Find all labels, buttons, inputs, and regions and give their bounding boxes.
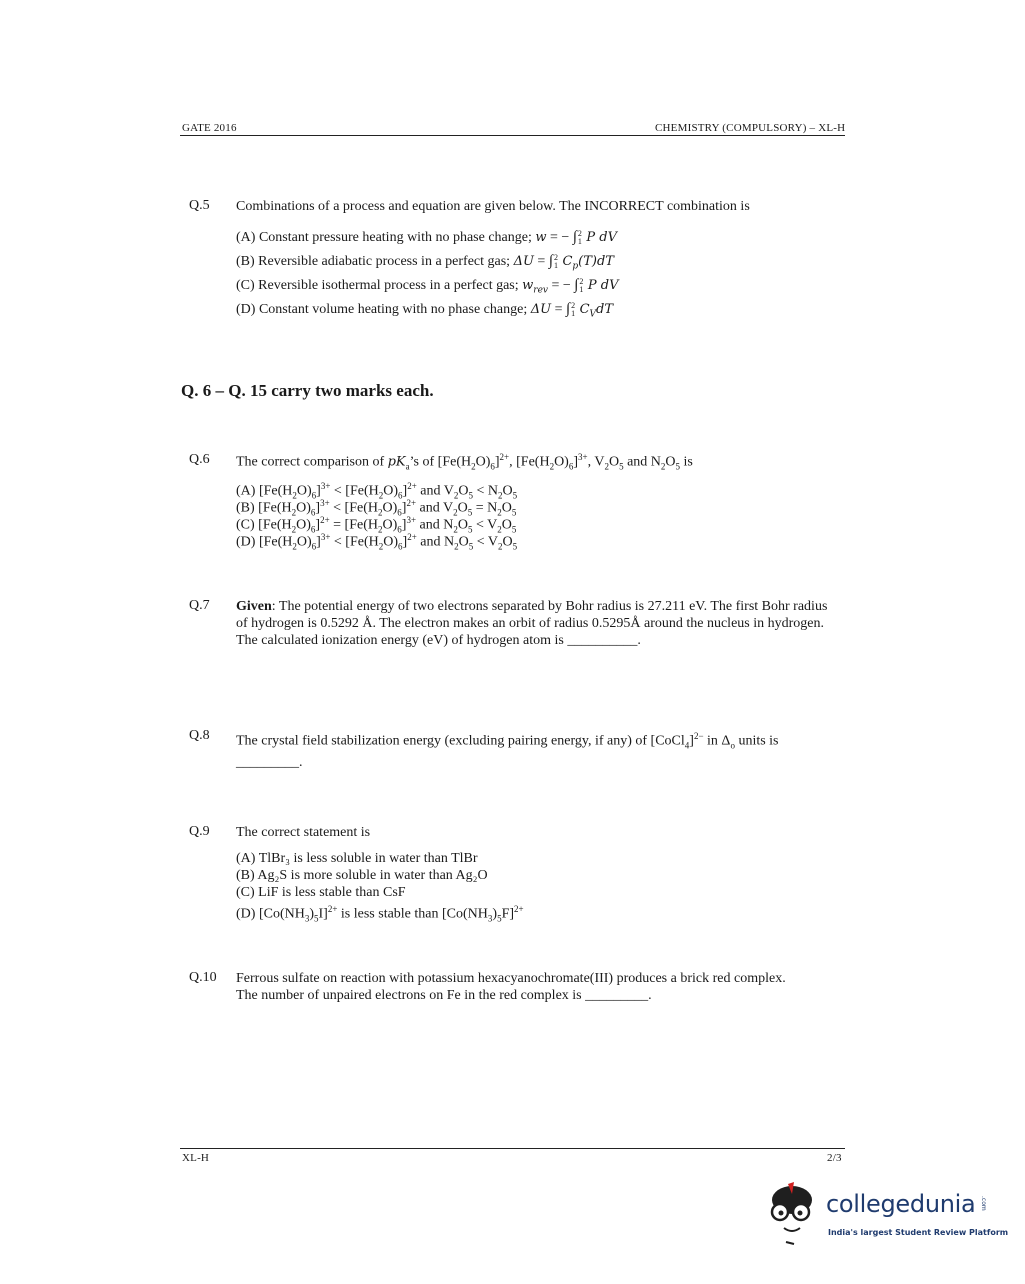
q6-option-d: (D) $[Fe(H_2O)_6]^{3+} < [Fe(H_2O)_6]^{2+}$ and $N_2O_5 < V_2O_5$ <box>236 532 518 552</box>
q5-option-c-sign: = − <box>551 278 571 293</box>
q9-text: The correct statement is <box>236 825 371 840</box>
logo-tagline: India's largest Student Review Platform <box>828 1228 1009 1237</box>
q5-option-b: (B) Reversible adiabatic process in a perfect gas; ΔU = ∫2 1 $C_p(T)dT$ <box>236 252 614 272</box>
q5-option-d-lhs: ΔU <box>530 302 552 317</box>
q10-number: Q.10 <box>189 970 217 985</box>
q5-option-d-rhs: C <box>579 302 590 317</box>
collegedunia-logo[interactable] <box>766 1178 1009 1248</box>
q6-text-post: ’s of <box>409 454 435 470</box>
q5-option-c-label: (C) <box>236 278 255 293</box>
q5-option-a-text: Constant pressure heating with no phase change; <box>258 230 532 245</box>
q5-option-a-rhs: P dV <box>586 230 618 245</box>
q5-option-d-text: Constant volume heating with no phase change; <box>258 302 528 317</box>
mascot-icon <box>766 1178 824 1248</box>
q5-option-a-lhs: w <box>535 230 547 245</box>
q5-option-b-sign: = <box>537 254 546 269</box>
q5-text: Combinations of a process and equation are given below. The INCORRECT combination is <box>236 199 750 214</box>
q6-option-c-label: (C) <box>236 517 255 533</box>
q9-option-c-label: (C) <box>236 885 255 900</box>
q9-option-a-text: TlBr₃ is less soluble in water than TlBr <box>258 851 478 866</box>
q9-option-b <box>236 867 488 884</box>
q6-option-a-label: (A) <box>236 483 256 499</box>
q5-number: Q.5 <box>189 198 210 213</box>
q10-line1: Ferrous sulfate on reaction with potassium hexacyanochromate(III) produces a brick red complex. <box>236 971 786 986</box>
q10-text <box>236 970 836 1004</box>
header-left: GATE 2016 <box>182 122 237 134</box>
q5-option-b-lhs: ΔU <box>513 254 534 269</box>
q5-option-a-sign: = − <box>550 230 570 245</box>
q10-line2: The number of unpaired electrons on Fe in the red complex is _________. <box>236 988 652 1003</box>
q7-given-label: Given <box>236 599 272 614</box>
footer-left: XL-H <box>182 1152 210 1164</box>
q5-option-b-rhs: C <box>562 254 573 269</box>
q8-text: The crystal field stabilization energy (excluding pairing energy, if any) of [CoCl$_4$]$^{2-}$ in $\Delta_o$ units is _________. <box>236 731 779 771</box>
q6-option-a: (A) $[Fe(H_2O)_6]^{3+} < [Fe(H_2O)_6]^{2+}$ and $V_2O_5 < N_2O_5$ <box>236 481 518 501</box>
q6-option-b-label: (B) <box>236 500 255 516</box>
q9-option-a <box>236 850 478 867</box>
q7-number: Q.7 <box>189 598 210 613</box>
q5-option-c-rhs: P dV <box>587 278 619 293</box>
q8-number: Q.8 <box>189 728 210 743</box>
q6-text-pre: The correct comparison of <box>236 454 385 470</box>
q8-text-post: units is _________. <box>236 733 779 771</box>
q5-option-a: (A) Constant pressure heating with no phase change; w = − ∫2 1 P dV <box>236 228 618 246</box>
q6-text-tail: and N <box>627 454 661 470</box>
q9-option-c-text: LiF is less stable than CsF <box>258 885 406 900</box>
logo-wordmark: collegedunia <box>826 1190 976 1218</box>
header-right: CHEMISTRY (COMPULSORY) – XL-H <box>655 122 846 134</box>
section-heading: Q. 6 – Q. 15 carry two marks each. <box>181 381 434 400</box>
q9-option-b-label: (B) <box>236 868 255 883</box>
q7-text <box>236 598 834 649</box>
footer-right: 2/3 <box>827 1152 842 1164</box>
q8-text-pre: The crystal field stabilization energy (excluding pairing energy, if any) of [CoCl <box>236 733 685 749</box>
q5-option-d: (D) Constant volume heating with no phase change; ΔU = ∫2 1 $C_VdT$ <box>236 300 614 320</box>
q9-option-c <box>236 884 406 901</box>
q5-option-c-text: Reversible isothermal process in a perfect gas; <box>258 278 519 293</box>
q5-option-c: (C) Reversible isothermal process in a perfect gas; $w_{rev}$ = − ∫2 1 P dV <box>236 276 619 296</box>
q6-text: The correct comparison of $pK_a’s$ of $[Fe(H_2O)_6]^{2+}$, $[Fe(H_2O)_6]^{3+}$, $V_2O_5$ and $N_2O_5$ is <box>236 452 693 472</box>
q6-number: Q.6 <box>189 452 210 467</box>
q5-option-b-label: (B) <box>236 254 255 269</box>
q5-option-c-lhs: w <box>522 278 534 293</box>
q5-option-d-label: (D) <box>236 302 256 317</box>
q7-line1: : The potential energy of two electrons separated by Bohr radius is 27.211 eV. The first Bohr radius of hydrogen is 0.5292 Å. The electron makes an orbit of radius 0.5295Å around the nucleus in hydrogen. <box>236 599 828 631</box>
q5-option-d-sign: = <box>554 302 563 317</box>
q6-option-c: (C) $[Fe(H_2O)_6]^{2+} = [Fe(H_2O)_6]^{3+}$ and $N_2O_5 < V_2O_5$ <box>236 515 517 535</box>
q6-option-d-label: (D) <box>236 534 256 550</box>
header-rule <box>180 135 845 136</box>
footer-rule <box>180 1148 845 1149</box>
q8-text-mid: in Δ <box>707 733 731 749</box>
q5-option-b-text: Reversible adiabatic process in a perfect gas; <box>258 254 511 269</box>
q9-number: Q.9 <box>189 824 210 839</box>
q9-option-b-text: Ag₂S is more soluble in water than Ag₂O <box>257 868 488 883</box>
q9-option-d-text: is less stable than <box>340 906 439 922</box>
q6-option-b: (B) $[Fe(H_2O)_6]^{3+} < [Fe(H_2O)_6]^{2+}$ and $V_2O_5 = N_2O_5$ <box>236 498 517 518</box>
q7-line2: The calculated ionization energy (eV) of hydrogen atom is __________. <box>236 633 641 648</box>
logo-dotcom: .com <box>980 1196 987 1211</box>
q9-option-d-label: (D) <box>236 906 256 922</box>
q9-option-d: (D) $[Co(NH_3)_5I]^{2+}$ is less stable than $[Co(NH_3)_5F]^{2+}$ <box>236 904 524 924</box>
q5-option-a-label: (A) <box>236 230 256 245</box>
q9-option-a-label: (A) <box>236 851 256 866</box>
